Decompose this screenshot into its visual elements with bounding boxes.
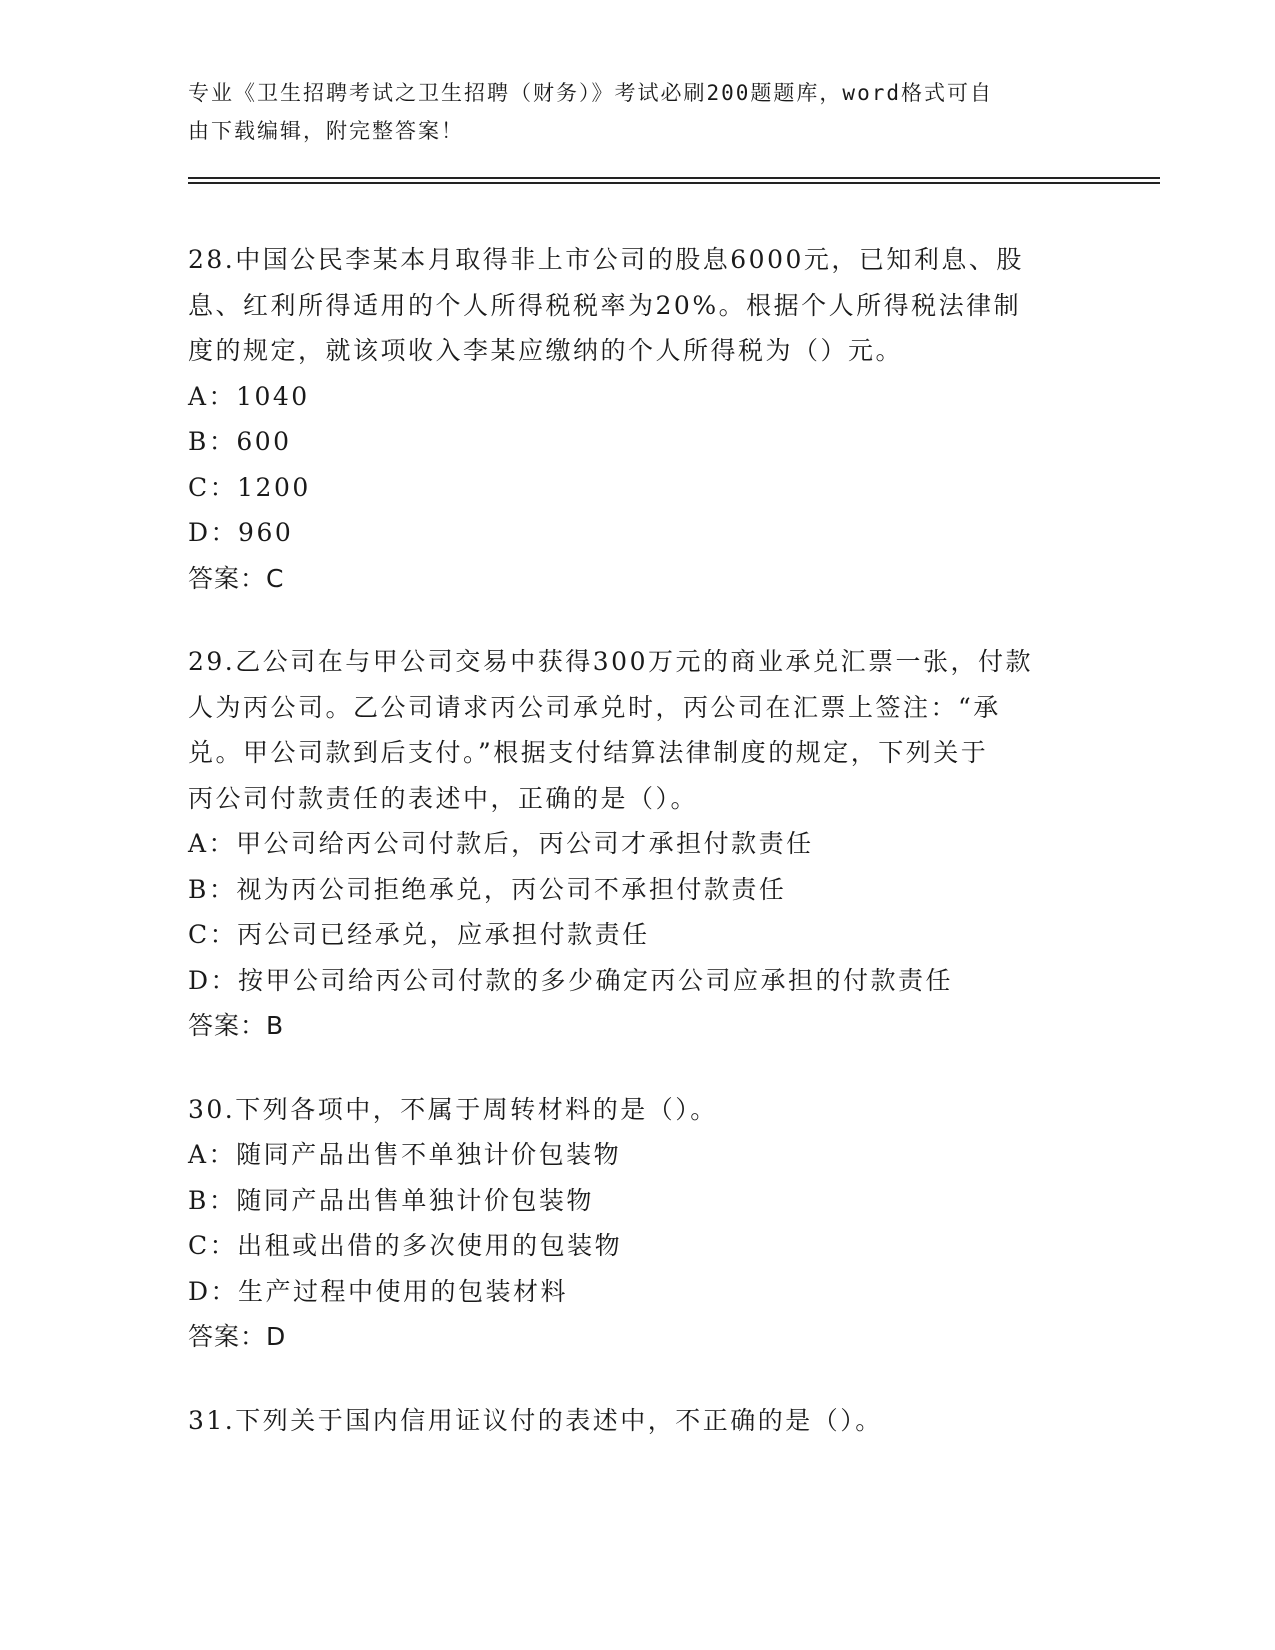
- option-c: [188, 1223, 1088, 1269]
- option-d: [188, 510, 1088, 556]
- stem-line: 息、红利所得适用的个人所得税税率为20%。根据个人所得税法律制: [188, 290, 1022, 320]
- stem-line: 兑。甲公司款到后支付。”根据支付结算法律制度的规定，下列关于: [188, 738, 989, 767]
- option-d: [188, 958, 1088, 1004]
- question-stem: [188, 237, 1088, 374]
- option-text: 丙公司已经承兑，应承担付款责任: [237, 920, 650, 949]
- answer-line: 答案：D: [188, 1322, 287, 1351]
- question-31: [188, 1398, 1088, 1444]
- option-text: 1200: [237, 472, 311, 502]
- question-stem: [188, 1398, 1088, 1444]
- option-text: 按甲公司给丙公司付款的多少确定丙公司应承担的付款责任: [238, 965, 954, 995]
- stem-line: 29.乙公司在与甲公司交易中获得300万元的商业承兑汇票一张，付款: [188, 647, 1033, 676]
- option-label: D：: [188, 1276, 239, 1306]
- stem-line: 30.下列各项中，不属于周转材料的是（）。: [188, 1094, 718, 1124]
- header-divider-top: [188, 177, 1160, 179]
- option-label: A：: [188, 829, 237, 858]
- option-label: C：: [188, 1231, 238, 1260]
- option-label: A：: [188, 381, 237, 411]
- option-b: [188, 867, 1088, 913]
- option-c: [188, 465, 1088, 511]
- option-text: 随同产品出售单独计价包装物: [236, 1185, 594, 1215]
- stem-line: 31.下列关于国内信用证议付的表述中，不正确的是（）。: [188, 1405, 883, 1435]
- option-text: 生产过程中使用的包装材料: [238, 1276, 569, 1306]
- option-label: D：: [188, 965, 239, 995]
- question-30: [188, 1087, 1088, 1360]
- option-a: [188, 821, 1088, 867]
- option-b: [188, 1178, 1088, 1224]
- header-divider-bottom: [188, 182, 1160, 184]
- option-text: 随同产品出售不单独计价包装物: [236, 1140, 622, 1169]
- option-text: 600: [236, 427, 292, 456]
- question-list: [188, 237, 1088, 1481]
- answer-line: 答案：B: [188, 1011, 285, 1040]
- option-a: [188, 374, 1088, 420]
- document-header: [188, 74, 1068, 150]
- stem-line: 度的规定，就该项收入李某应缴纳的个人所得税为（）元。: [188, 336, 904, 365]
- option-d: [188, 1269, 1088, 1315]
- header-line-2: 由下载编辑，附完整答案！: [188, 119, 464, 143]
- option-text: 960: [238, 518, 294, 547]
- option-text: 1040: [236, 381, 310, 411]
- option-label: B：: [188, 1185, 237, 1215]
- option-label: C：: [188, 472, 238, 502]
- header-line-1: 专业《卫生招聘考试之卫生招聘（财务）》考试必刷200题题库，word格式可自: [188, 81, 993, 105]
- answer-line: 答案：C: [188, 563, 285, 593]
- option-text: 甲公司给丙公司付款后，丙公司才承担付款责任: [236, 829, 814, 858]
- question-28: [188, 237, 1088, 601]
- stem-line: 丙公司付款责任的表述中，正确的是（）。: [188, 783, 699, 813]
- stem-line: 人为丙公司。乙公司请求丙公司承兑时，丙公司在汇票上签注：“承: [188, 692, 1001, 722]
- stem-line: 28.中国公民李某本月取得非上市公司的股息6000元，已知利息、股: [188, 245, 1024, 274]
- question-stem: [188, 639, 1088, 821]
- option-a: [188, 1132, 1088, 1178]
- option-label: D：: [188, 518, 239, 547]
- option-text: 视为丙公司拒绝承兑，丙公司不承担付款责任: [236, 874, 787, 904]
- option-label: A：: [188, 1140, 237, 1169]
- question-stem: [188, 1087, 1088, 1133]
- question-29: [188, 639, 1088, 1049]
- option-label: B：: [188, 427, 237, 456]
- option-text: 出租或出借的多次使用的包装物: [237, 1231, 623, 1260]
- option-c: [188, 912, 1088, 958]
- option-b: [188, 419, 1088, 465]
- option-label: B：: [188, 874, 237, 904]
- option-label: C：: [188, 920, 238, 949]
